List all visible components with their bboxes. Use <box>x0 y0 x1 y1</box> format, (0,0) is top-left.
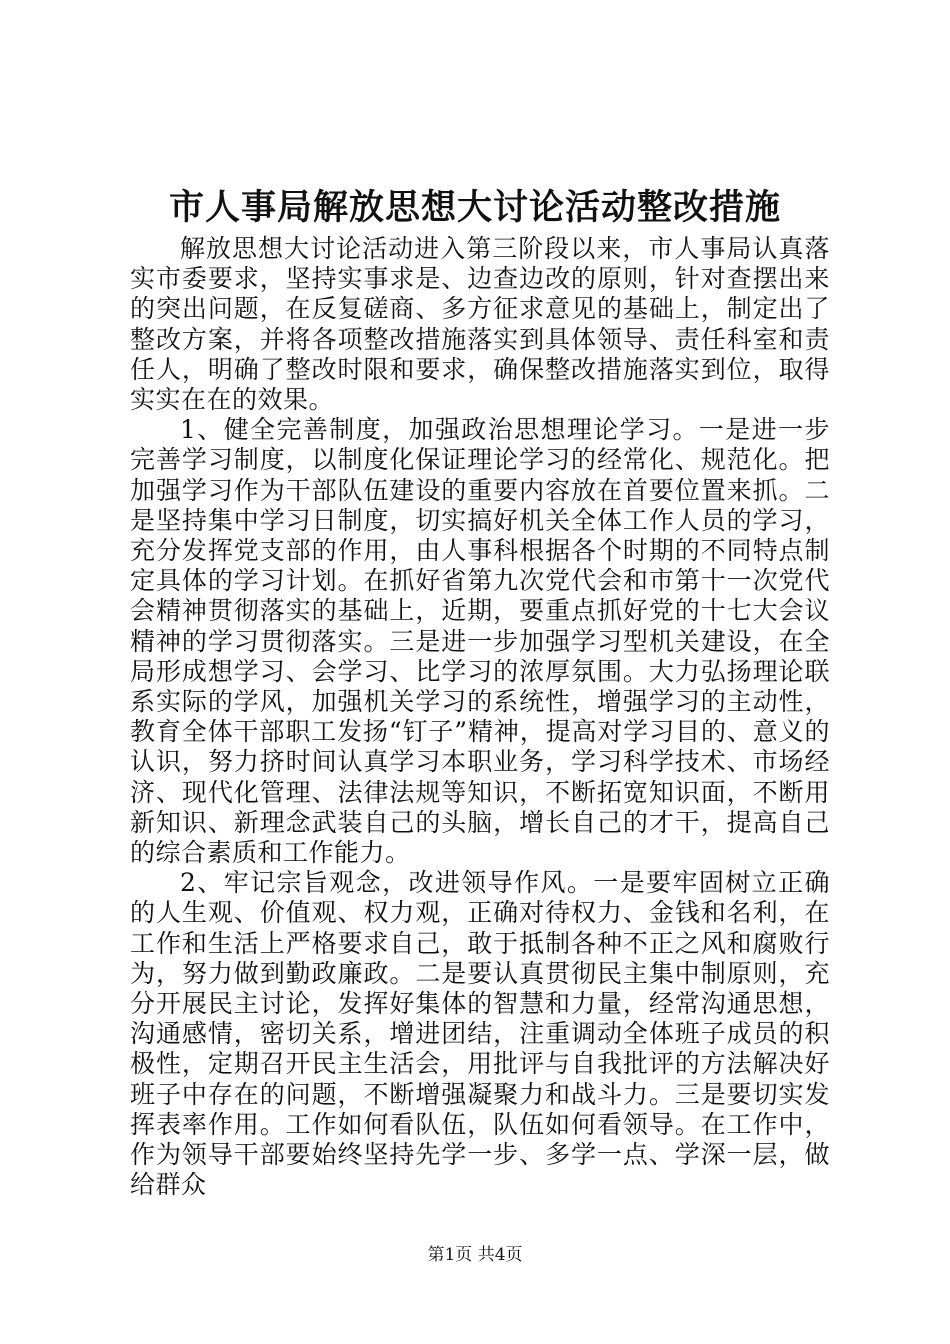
paragraph-item-1: 1、健全完善制度，加强政治思想理论学习。一是进一步完善学习制度，以制度化保证理论学习的经常化、规范化。把加强学习作为干部队伍建设的重要内容放在首要位置来抓。二是坚持集中学习日制度，切实搞好机关全体工作人员的学习，充分发挥党支部的作用，由人事科根据各个时期的不同特点制定具体的学习计划。在抓好省第九次党代会和市第十一次党代会精神贯彻落实的基础上，近期，要重点抓好党的十七大会议精神的学习贯彻落实。三是进一步加强学习型机关建设，在全局形成想学习、会学习、比学习的浓厚氛围。大力弘扬理论联系实际的学风，加强机关学习的系统性，增强学习的主动性，教育全体干部职工发扬“钉子”精神，提高对学习目的、意义的认识，努力挤时间认真学习本职业务，学习科学技术、市场经济、现代化管理、法律法规等知识，不断拓宽知识面，不断用新知识、新理念武装自己的头脑，增长自己的才干，提高自己的综合素质和工作能力。 <box>130 415 830 868</box>
document-body <box>130 234 830 1201</box>
document-title: 市人事局解放思想大讨论活动整改措施 <box>168 187 781 228</box>
paragraph-intro: 解放思想大讨论活动进入第三阶段以来，市人事局认真落实市委要求，坚持实事求是、边查边改的原则，针对查摆出来的突出问题，在反复磋商、多方征求意见的基础上，制定出了整改方案，并将各项整改措施落实到具体领导、责任科室和责任人，明确了整改时限和要求，确保整改措施落实到位，取得实实在在的效果。 <box>130 234 830 415</box>
page-number-footer: 第1页 共4页 <box>427 1245 523 1265</box>
paragraph-item-2: 2、牢记宗旨观念，改进领导作风。一是要牢固树立正确的人生观、价值观、权力观，正确对待权力、金钱和名利，在工作和生活上严格要求自己，敢于抵制各种不正之风和腐败行为，努力做到勤政廉政。二是要认真贯彻民主集中制原则，充分开展民主讨论，发挥好集体的智慧和力量，经常沟通思想，沟通感情，密切关系，增进团结，注重调动全体班子成员的积极性，定期召开民主生活会，用批评与自我批评的方法解决好班子中存在的问题，不断增强凝聚力和战斗力。三是要切实发挥表率作用。工作如何看队伍，队伍如何看领导。在工作中，作为领导干部要始终坚持先学一步、多学一点、学深一层，做给群众 <box>130 868 830 1200</box>
